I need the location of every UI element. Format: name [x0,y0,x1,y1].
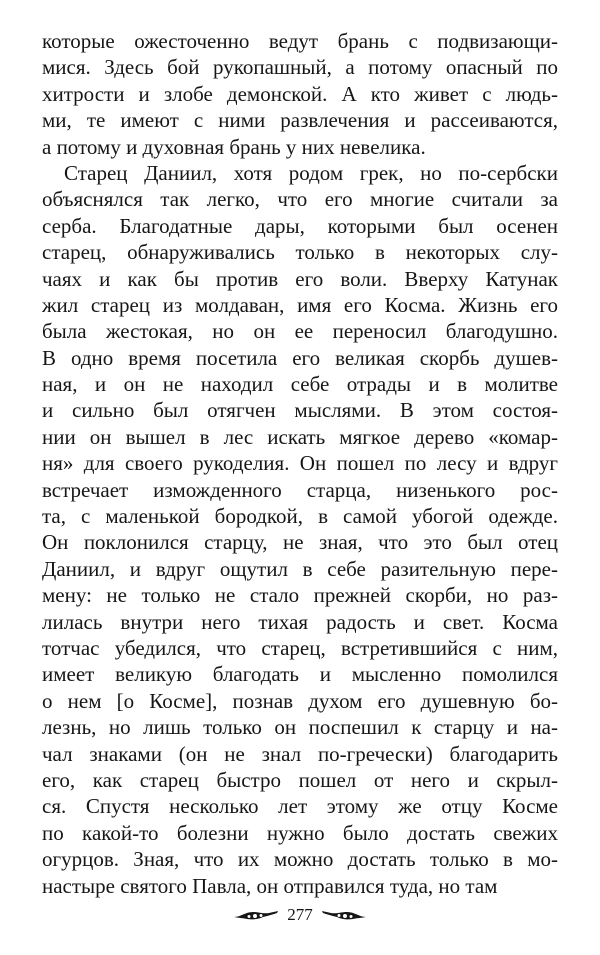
text-line: имеет великую благодать и мысленно помолился [42,662,558,687]
left-flourish-icon [233,908,279,922]
text-line: лилась внутри него тихая радость и свет. Косма [42,609,558,634]
text-line: хитрости и злобе демонской. А кто живет с людь- [42,81,558,106]
text-line: ня» для своего рукоделия. Он пошел по лесу и вдруг [42,451,558,476]
text-line: его, как старец быстро пошел от него и скрыл- [42,767,558,792]
right-flourish-icon [321,908,367,922]
text-line: серба. Благодатные дары, которыми был осенен [42,213,558,238]
text-line: была жестокая, но он ее переносил благодушно. [42,319,558,344]
text-line: настыре святого Павла, он отправился туда, но там [42,873,498,898]
text-line: Старец Даниил, хотя родом грек, но по-сербски [64,160,558,185]
text-line: лезнь, но лишь только он поспешил к старцу и на- [42,715,558,740]
text-line: В одно время посетила его великая скорбь душев- [42,345,558,370]
text-line: а потому и духовная брань у них невелика. [42,134,426,159]
text-line: чал знаками (он не знал по-гречески) благодарить [42,741,558,766]
text-line: тотчас убедился, что старец, встретившийся с ним, [42,635,558,660]
text-line: Даниил, и вдруг ощутил в себе разительную пере- [42,556,558,581]
text-line: ная, и он не находил себе отрады и в молитве [42,372,558,397]
text-line: мену: не только не стало прежней скорби, но раз- [42,583,558,608]
text-line: чаях и как бы против его воли. Вверху Катунак [42,266,558,291]
text-line: по какой-то болезни нужно было достать свежих [42,820,558,845]
text-line: и сильно был отягчен мыслями. В этом состоя- [42,398,558,423]
page-number: 277 [287,905,313,924]
text-line: которые ожесточенно ведут брань с подвизающи- [42,29,558,53]
text-line: Он поклонился старцу, не зная, что это был отец [42,530,558,555]
text-line: ся. Спустя несколько лет этому же отцу Косме [42,794,558,819]
text-line: жил старец из молдаван, имя его Косма. Жизнь его [42,292,558,317]
page-body [42,28,558,899]
text-line: мися. Здесь бой рукопашный, а потому опасный по [42,55,558,80]
text-line: ми, те имеют с ними развлечения и рассеиваются, [42,108,558,133]
text-line: та, с маленькой бородкой, в самой убогой одежде. [42,504,558,529]
text-line: о нем [о Косме], познав духом его душевную бо- [42,688,558,713]
text-line: встречает изможденного старца, низенького рос- [42,477,558,502]
text-line: старец, обнаруживались только в некоторых слу- [42,240,558,265]
text-line: огурцов. Зная, что их можно достать только в мо- [42,847,558,872]
page-footer [0,905,600,925]
text-line: объяснялся так легко, что его многие считали за [42,187,558,212]
text-line: нии он вышел в лес искать мягкое дерево «комар- [42,424,558,449]
